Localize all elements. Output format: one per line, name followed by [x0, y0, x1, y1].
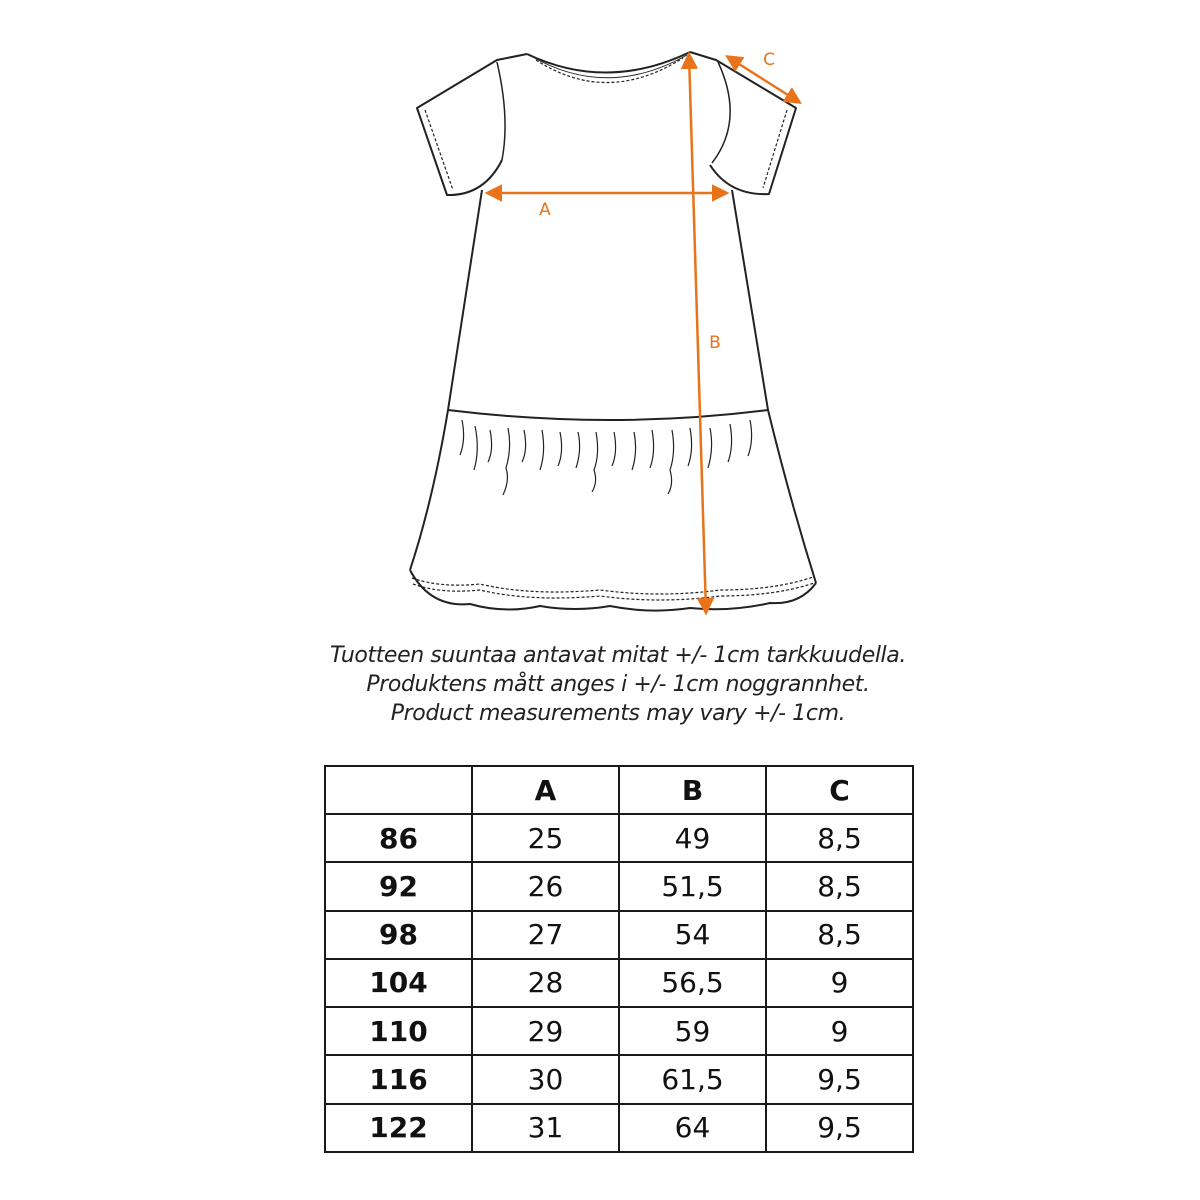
header-b: B: [619, 766, 766, 814]
size-cell: 104: [325, 959, 472, 1007]
a-cell: 29: [472, 1007, 619, 1055]
measure-label-b: B: [709, 333, 721, 353]
header-size: [325, 766, 472, 814]
b-cell: 51,5: [619, 862, 766, 910]
note-swedish: Produktens mått anges i +/- 1cm noggrannhet.: [366, 672, 870, 697]
c-cell: 8,5: [766, 911, 913, 959]
table-row: [325, 1104, 913, 1152]
measure-label-c: C: [763, 50, 775, 70]
table-row: [325, 814, 913, 862]
c-cell: 9: [766, 959, 913, 1007]
dress-outline: [410, 52, 816, 611]
a-cell: 30: [472, 1055, 619, 1103]
b-cell: 49: [619, 814, 766, 862]
a-cell: 27: [472, 911, 619, 959]
table-row: [325, 862, 913, 910]
size-cell: 98: [325, 911, 472, 959]
measure-label-a: A: [539, 200, 551, 220]
c-cell: 8,5: [766, 814, 913, 862]
size-cell: 92: [325, 862, 472, 910]
b-cell: 54: [619, 911, 766, 959]
table-row: [325, 911, 913, 959]
c-cell: 9,5: [766, 1055, 913, 1103]
header-c: C: [766, 766, 913, 814]
a-cell: 28: [472, 959, 619, 1007]
b-cell: 64: [619, 1104, 766, 1152]
b-cell: 59: [619, 1007, 766, 1055]
b-cell: 61,5: [619, 1055, 766, 1103]
table-row: [325, 959, 913, 1007]
note-english: Product measurements may vary +/- 1cm.: [390, 701, 846, 726]
table-row: [325, 1055, 913, 1103]
c-cell: 8,5: [766, 862, 913, 910]
a-cell: 25: [472, 814, 619, 862]
c-cell: 9,5: [766, 1104, 913, 1152]
size-cell: 110: [325, 1007, 472, 1055]
c-cell: 9: [766, 1007, 913, 1055]
a-cell: 26: [472, 862, 619, 910]
a-cell: 31: [472, 1104, 619, 1152]
note-finnish: Tuotteen suuntaa antavat mitat +/- 1cm tarkkuudella.: [330, 643, 906, 668]
size-cell: 116: [325, 1055, 472, 1103]
measure-line-b: [689, 55, 706, 612]
size-cell: 86: [325, 814, 472, 862]
header-a: A: [472, 766, 619, 814]
table-header-row: [325, 766, 913, 814]
size-table: [324, 765, 914, 1153]
b-cell: 56,5: [619, 959, 766, 1007]
table-row: [325, 1007, 913, 1055]
size-cell: 122: [325, 1104, 472, 1152]
